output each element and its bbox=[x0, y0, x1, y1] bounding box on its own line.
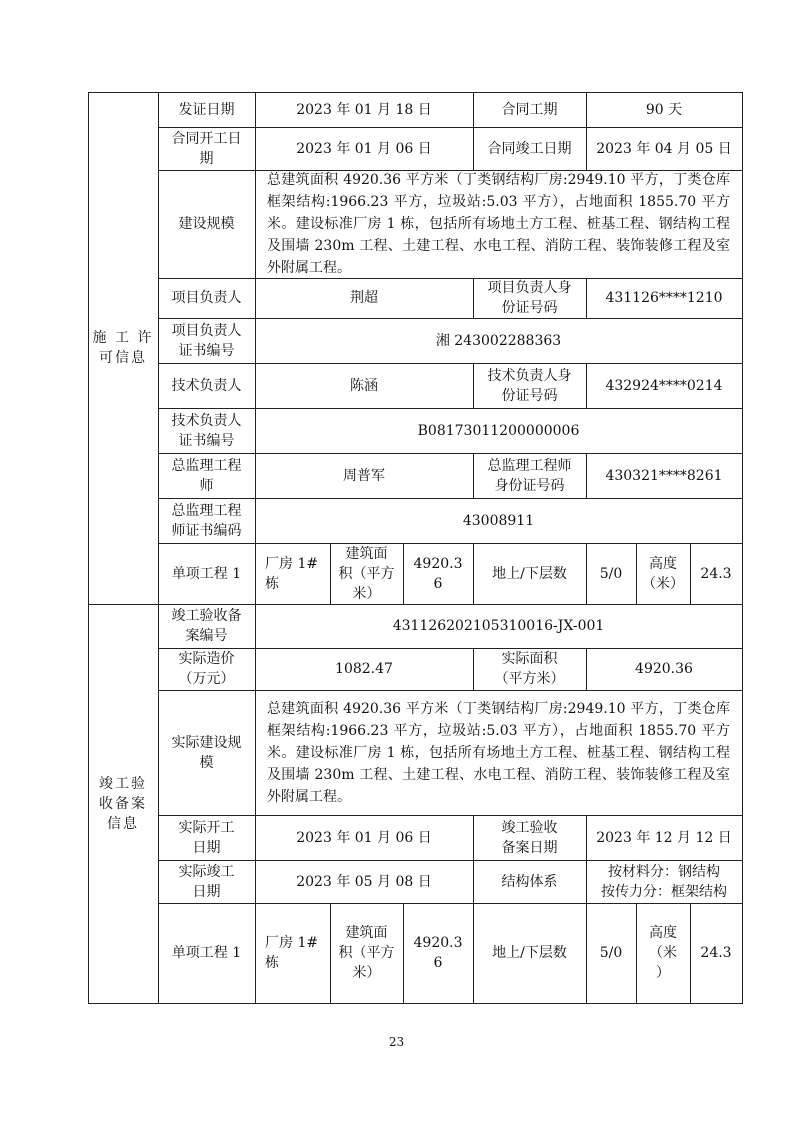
unit-height: 24.3 bbox=[700, 565, 732, 582]
tech-label: 技术负责人 bbox=[171, 377, 242, 394]
supervisor-name: 周普军 bbox=[343, 467, 385, 484]
unit-floors-2: 5/0 bbox=[599, 945, 623, 961]
unit-label-2: 单项工程 1 bbox=[171, 945, 242, 961]
actual-start: 2023 年 01 月 06 日 bbox=[296, 829, 432, 846]
area: 4920.36 bbox=[635, 661, 693, 677]
actual-end-label: 实际竣工 日期 bbox=[178, 863, 235, 900]
scale-text: 总建筑面积 4920.36 平方米（丁类钢结构厂房:2949.10 平方，丁类仓库框架结构:1966.23 平方，垃圾站:5.03 平方），占地面积 1855.70 平方米。建设标准厂房 1 栋，包括所有场地土方工程、桩基工程、钢结构工程及围墙 230m 工程、土建工程、水电工程、消防工程、装饰装修工程及室外附属工程。 bbox=[267, 172, 730, 276]
contract-duration-label: 合同工期 bbox=[501, 101, 558, 118]
structure-label: 结构体系 bbox=[501, 873, 558, 890]
tech-cert-label: 技术负责人 证书编号 bbox=[171, 412, 242, 449]
page-number: 23 bbox=[388, 1035, 405, 1049]
contract-start: 2023 年 01 月 06 日 bbox=[296, 140, 432, 157]
cost-label: 实际造价 （万元） bbox=[178, 651, 235, 687]
pm-name: 荆超 bbox=[350, 290, 378, 306]
record-no: 431126202105310016-JX-001 bbox=[392, 618, 605, 634]
unit-area-2: 4920.3 6 bbox=[413, 935, 463, 971]
pm-cert: 湘 243002288363 bbox=[435, 332, 562, 349]
pm-label: 项目负责人 bbox=[171, 290, 242, 306]
unit-name: 厂房 1# 栋 bbox=[265, 555, 319, 592]
supervisor-id: 430321****8261 bbox=[605, 467, 723, 484]
actual-end: 2023 年 05 月 08 日 bbox=[296, 873, 432, 890]
record-date: 2023 年 12 月 12 日 bbox=[596, 829, 732, 846]
pm-id-label: 项目负责人身 份证号码 bbox=[487, 280, 572, 316]
permit-section-label: 施 工 许 可信息 bbox=[92, 330, 154, 366]
contract-duration: 90 天 bbox=[645, 101, 683, 118]
tech-name: 陈涵 bbox=[350, 377, 378, 394]
record-date-label: 竣工验收 备案日期 bbox=[501, 819, 558, 856]
unit-floors: 5/0 bbox=[599, 565, 623, 582]
contract-end-label: 合同竣工日期 bbox=[487, 140, 572, 157]
area-label: 实际面积 （平方米） bbox=[494, 651, 565, 687]
unit-name-2: 厂房 1# 栋 bbox=[265, 935, 319, 971]
issue-date: 2023 年 01 月 18 日 bbox=[296, 101, 432, 118]
contract-start-label: 合同开工日 期 bbox=[171, 130, 242, 167]
unit-floors-label: 地上/下层数 bbox=[492, 565, 567, 582]
unit-height-label-2: 高度 （米 ） bbox=[649, 925, 677, 981]
scale-label: 建设规模 bbox=[178, 216, 235, 232]
tech-id-label: 技术负责人身 份证号码 bbox=[487, 367, 572, 404]
unit-height-2: 24.3 bbox=[700, 945, 732, 961]
completion-section-label: 竣工验 收备案 信息 bbox=[99, 775, 147, 832]
tech-cert: B08173011200000006 bbox=[417, 422, 580, 439]
pm-id: 431126****1210 bbox=[605, 290, 723, 306]
unit-label: 单项工程 1 bbox=[171, 565, 242, 582]
supervisor-cert: 43008911 bbox=[462, 512, 535, 529]
supervisor-cert-label: 总监理工程 师证书编码 bbox=[171, 502, 242, 539]
unit-area-label-2: 建筑面 积（平方 米） bbox=[338, 925, 395, 981]
pm-cert-label: 项目负责人 证书编号 bbox=[171, 322, 242, 359]
unit-area-label: 建筑面 积（平方 米） bbox=[338, 545, 395, 602]
unit-area: 4920.3 6 bbox=[413, 555, 463, 592]
record-no-label: 竣工验收备 案编号 bbox=[171, 608, 242, 644]
supervisor-id-label: 总监理工程师 身份证号码 bbox=[487, 457, 572, 494]
structure: 按材料分：钢结构 按传力分：框架结构 bbox=[601, 863, 727, 900]
cost: 1082.47 bbox=[335, 661, 393, 677]
issue-date-label: 发证日期 bbox=[178, 101, 235, 118]
actual-start-label: 实际开工 日期 bbox=[178, 819, 235, 856]
actual-scale-label: 实际建设规 模 bbox=[171, 734, 242, 771]
contract-end: 2023 年 04 月 05 日 bbox=[596, 140, 732, 157]
unit-floors-label-2: 地上/下层数 bbox=[492, 945, 567, 961]
supervisor-label: 总监理工程 师 bbox=[171, 457, 242, 494]
tech-id: 432924****0214 bbox=[605, 377, 723, 394]
unit-height-label: 高度 （米） bbox=[642, 555, 684, 592]
actual-scale-text: 总建筑面积 4920.36 平方米（丁类钢结构厂房:2949.10 平方，丁类仓库框架结构:1966.23 平方，垃圾站:5.03 平方），占地面积 1855.70 平方米。建设标准厂房 1 栋，包括所有场地土方工程、桩基工程、钢结构工程及围墙 230m 工程、土建工程、水电工程、消防工程、装饰装修工程及室外附属工程。 bbox=[267, 700, 730, 805]
